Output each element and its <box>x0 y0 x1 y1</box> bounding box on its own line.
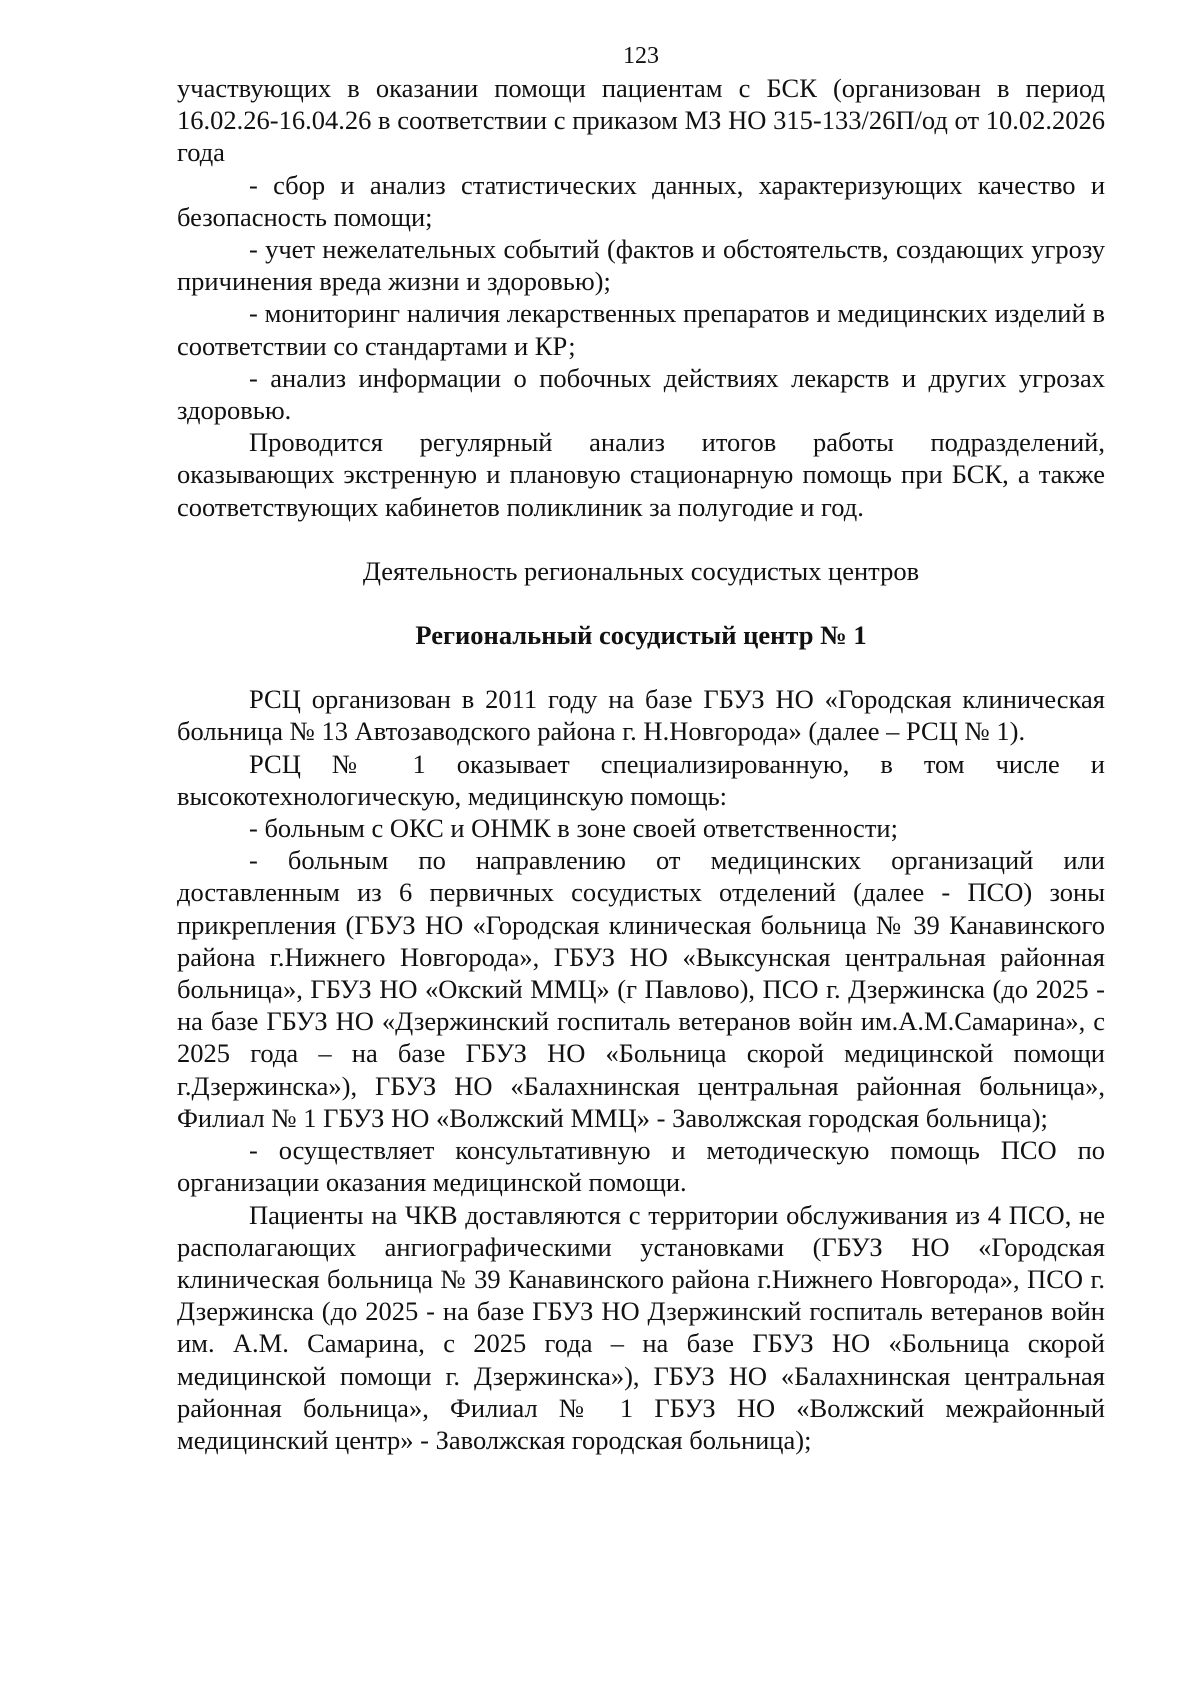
list-item-referrals: - больным по направлению от медицинских организаций или доставленным из 6 первичных сосудистых отделений (далее - ПСО) зоны прикрепления (ГБУЗ НО «Городская клиническая больница № 39 Канавинского района г.Нижнего Новгорода», ГБУЗ НО «Выксунская центральная районная больница», ГБУЗ НО «Окский ММЦ» (г Павлово), ПСО г. Дзержинска (до 2025 - на базе ГБУЗ НО «Дзержинский госпиталь ветеранов войн им.А.М.Самарина», с 2025 года – на базе ГБУЗ НО «Больница скорой медицинской помощи г.Дзержинска»), ГБУЗ НО «Балахнинская центральная районная больница», Филиал № 1 ГБУЗ НО «Волжский ММЦ» - Заволжская городская больница); <box>177 845 1105 1133</box>
list-item-adverse-events: - учет нежелательных событий (фактов и обстоятельств, создающих угрозу причинения вреда жизни и здоровью); <box>177 234 1105 297</box>
section-heading: Деятельность региональных сосудистых центров <box>362 555 920 586</box>
page-number: 123 <box>623 43 659 69</box>
paragraph-continuation: участвующих в оказании помощи пациентам с БСК (организован в период 16.02.26-16.04.26 в соответствии с приказом МЗ НО 315-133/26П/од от 10.02.2026 года <box>177 73 1105 168</box>
body-section <box>177 683 1105 1456</box>
list-item-consultative: - осуществляет консультативную и методическую помощь ПСО по организации оказания медицинской помощи. <box>177 1135 1105 1198</box>
paragraph-rsc-organized: РСЦ организован в 2011 году на базе ГБУЗ НО «Городская клиническая больница № 13 Автозаводского района г. Н.Новгорода» (далее – РСЦ № 1). <box>177 684 1105 747</box>
subsection-heading: Региональный сосудистый центр № 1 <box>415 620 867 651</box>
paragraph-rsc-provides: РСЦ № 1 оказывает специализированную, в том числе и высокотехнологическую, медицинскую помощь: <box>177 748 1105 811</box>
intro-section <box>177 72 1105 523</box>
list-item-side-effects: - анализ информации о побочных действиях лекарств и других угрозах здоровью. <box>177 362 1105 426</box>
paragraph-pci-patients: Пациенты на ЧКВ доставляются с территории обслуживания из 4 ПСО, не располагающих ангиографическими установками (ГБУЗ НО «Городская клиническая больница № 39 Канавинского района г.Нижнего Новгорода», ПСО г. Дзержинска (до 2025 - на базе ГБУЗ НО Дзержинский госпиталь ветеранов войн им. А.М. Самарина, с 2025 года – на базе ГБУЗ НО «Больница скорой медицинской помощи г. Дзержинска»), ГБУЗ НО «Балахнинская центральная районная больница», Филиал № 1 ГБУЗ НО «Волжский межрайонный медицинский центр» - Заволжская городская больница); <box>177 1199 1105 1455</box>
list-item-oks-onmk: - больным с ОКС и ОНМК в зоне своей ответственности; <box>249 813 898 844</box>
paragraph-regular-analysis: Проводится регулярный анализ итогов работы подразделений, оказывающих экстренную и плановую стационарную помощь при БСК, а также соответствующих кабинетов поликлиник за полугодие и год. <box>177 427 1105 522</box>
list-item-statistics: - сбор и анализ статистических данных, характеризующих качество и безопасность помощи; <box>177 169 1105 232</box>
document-page <box>177 40 1105 1456</box>
list-item-drug-monitoring: - мониторинг наличия лекарственных препаратов и медицинских изделий в соответствии со стандартами и КР; <box>177 298 1105 361</box>
